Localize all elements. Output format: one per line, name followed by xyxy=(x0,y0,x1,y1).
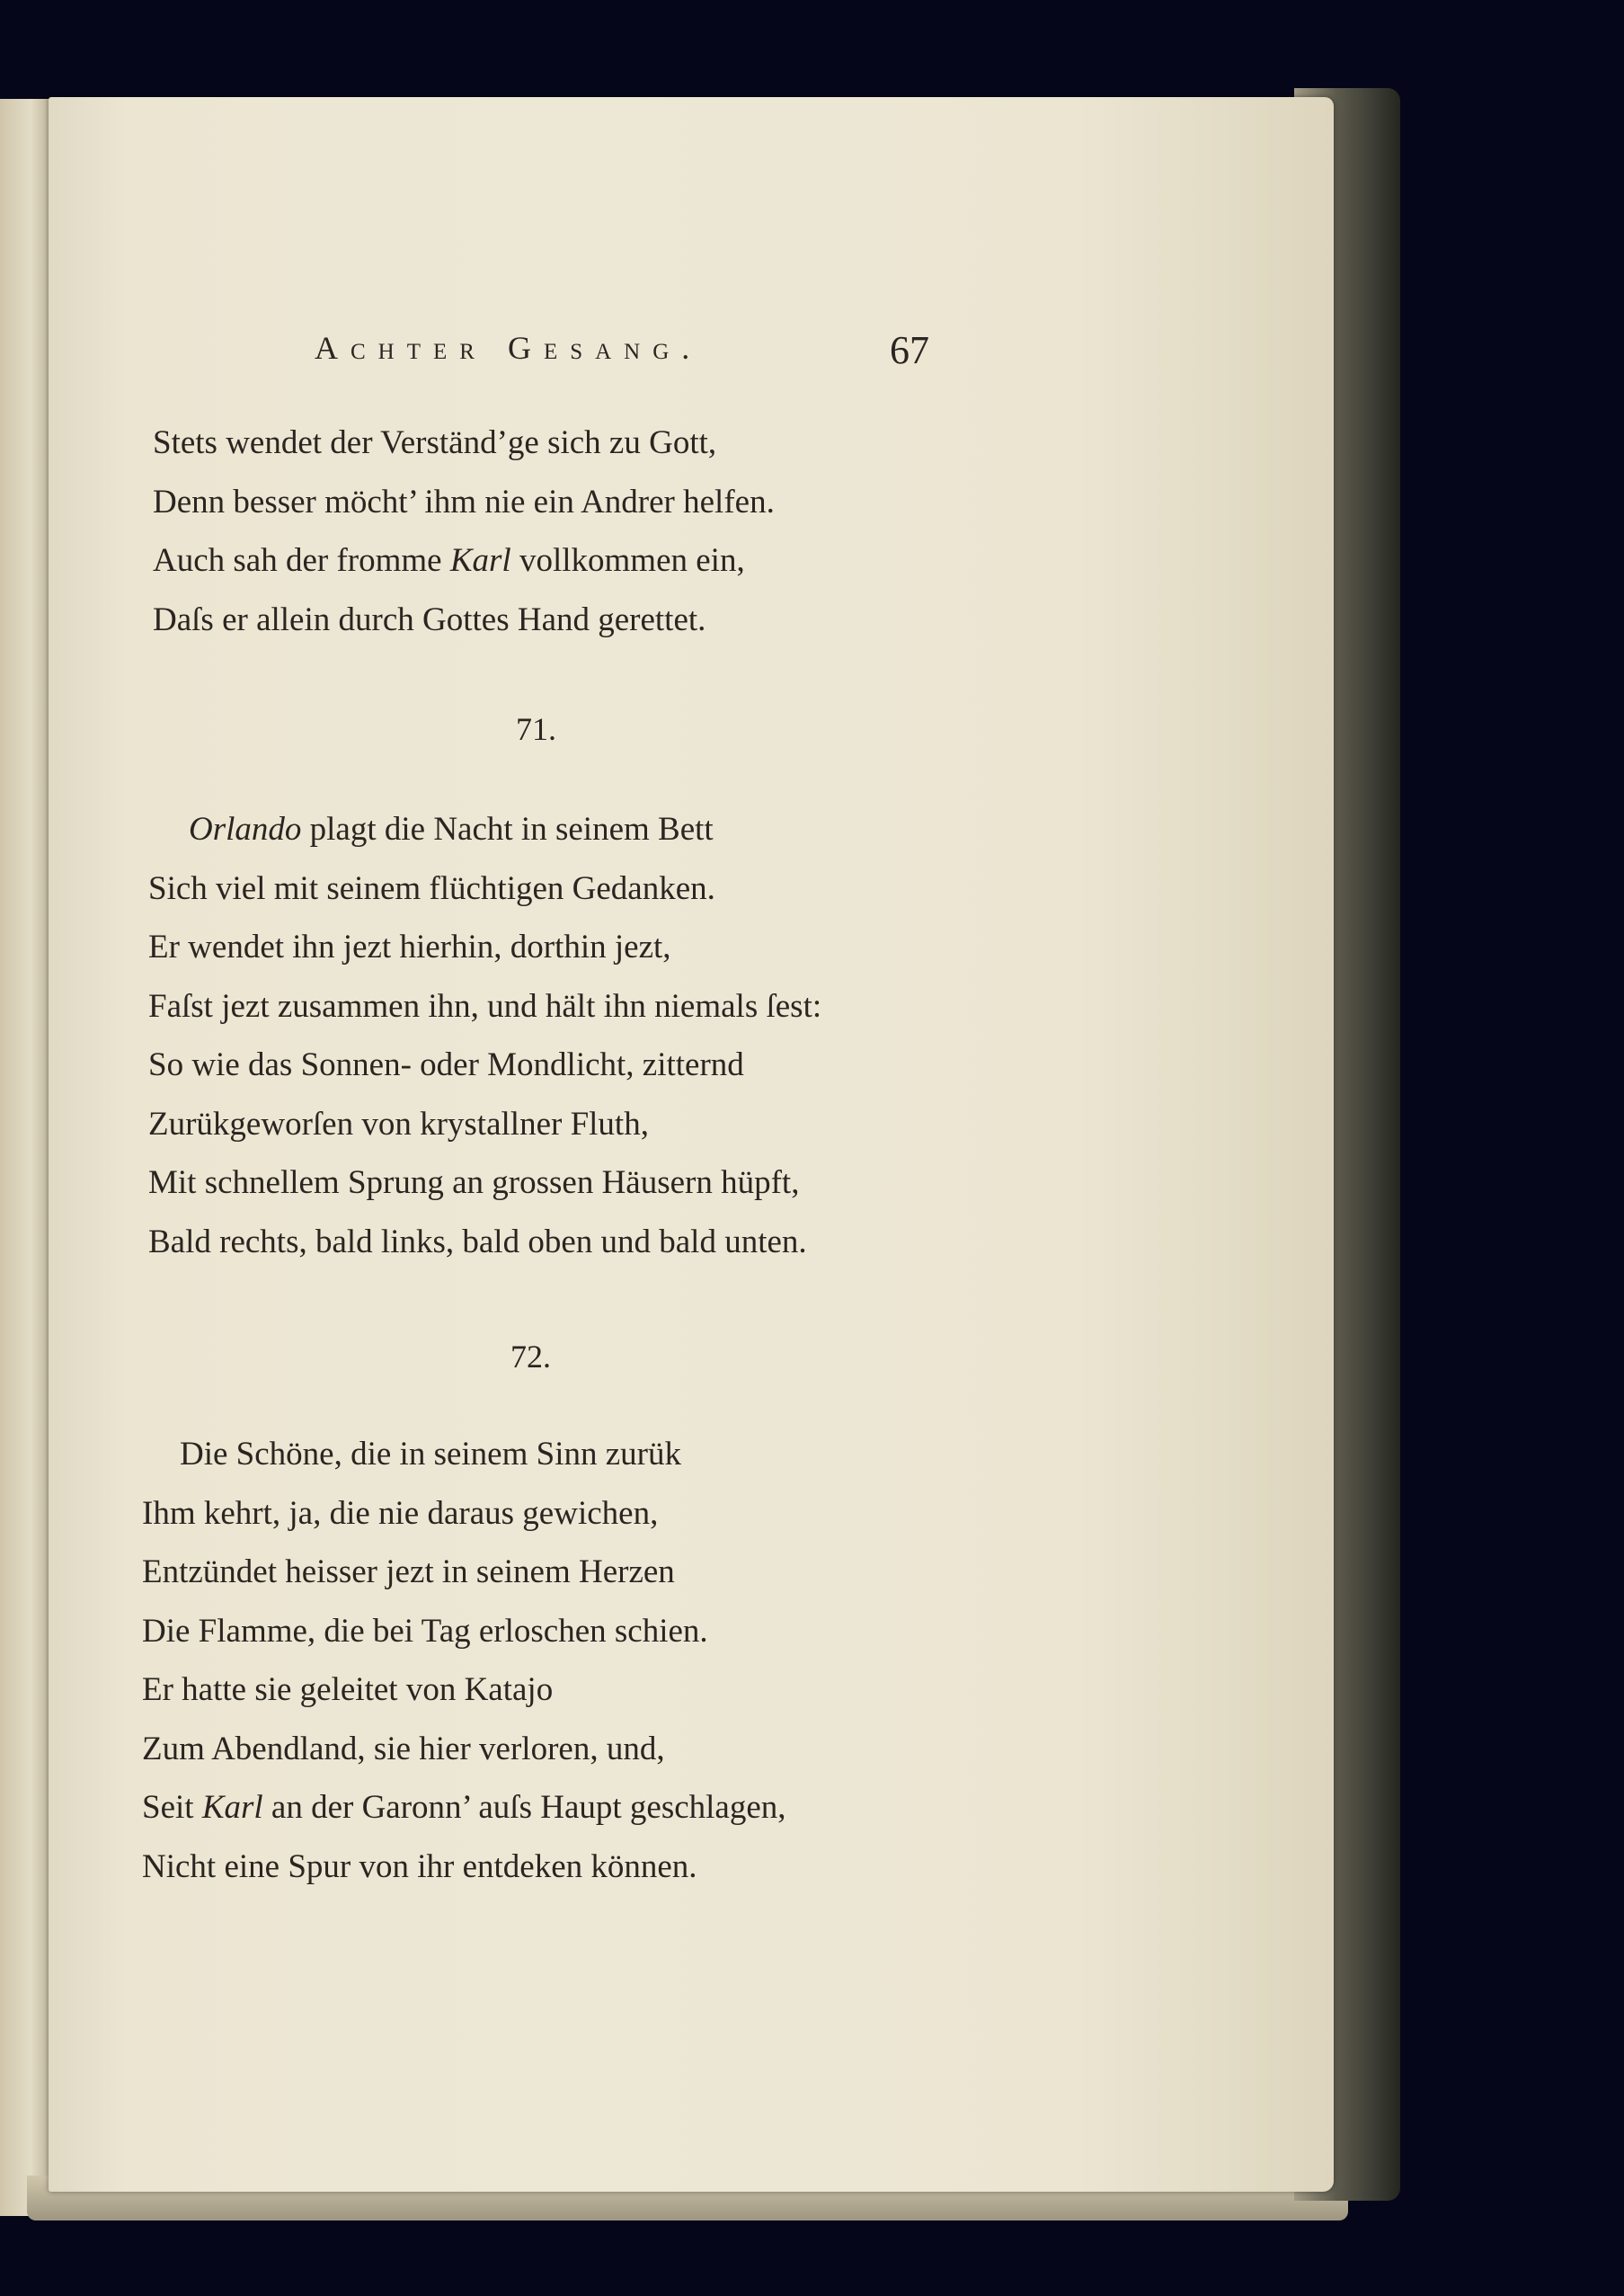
verse-line: Er wendet ihn jezt hierhin, dorthin jezt, xyxy=(148,929,671,966)
verse-line: Stets wendet der Verständ’ge sich zu Gott, xyxy=(153,424,717,461)
stanza-71 xyxy=(148,800,821,1271)
verse-line: Daſs er allein durch Gottes Hand gerettet. xyxy=(153,601,706,638)
facing-page-edge xyxy=(0,99,54,2216)
page-number: 67 xyxy=(890,328,929,372)
stanza-number-72: 72. xyxy=(510,1339,551,1375)
verse-line: So wie das Sonnen- oder Mondlicht, zitternd xyxy=(148,1046,744,1083)
name-karl: Karl xyxy=(201,1789,263,1826)
running-head-title: Achter Gesang. xyxy=(315,330,703,366)
stanza-continued xyxy=(153,414,775,649)
verse-line: Bald rechts, bald links, bald oben und bald unten. xyxy=(148,1223,807,1260)
verse-line: Ihm kehrt, ja, die nie daraus gewichen, xyxy=(142,1494,659,1532)
name-orlando: Orlando xyxy=(189,811,302,848)
running-head xyxy=(315,329,944,383)
verse-line: Faſst jezt zusammen ihn, und hält ihn niemals ſest: xyxy=(148,987,822,1025)
verse-line: Denn besser möcht’ ihm nie ein Andrer helfen. xyxy=(153,483,775,521)
verse-line: Seit Karl an der Garonn’ auſs Haupt geschlagen, xyxy=(142,1789,786,1826)
stanza-72 xyxy=(142,1425,786,1896)
verse-line: Mit schnellem Sprung an grossen Häusern hüpft, xyxy=(148,1164,800,1201)
verse-line: Zurükgeworſen von krystallner Fluth, xyxy=(148,1105,649,1143)
verse-line: Die Schöne, die in seinem Sinn zurük xyxy=(180,1436,681,1473)
verse-line: Orlando plagt die Nacht in seinem Bett xyxy=(189,811,714,848)
verse-line: Nicht eine Spur von ihr entdeken können. xyxy=(142,1847,697,1885)
verse-line: Zum Abendland, sie hier verloren, und, xyxy=(142,1730,665,1767)
verse-line: Entzündet heisser jezt in seinem Herzen xyxy=(142,1553,675,1590)
verse-line: Sich viel mit seinem flüchtigen Gedanken. xyxy=(148,869,715,907)
stanza-number-71: 71. xyxy=(516,711,556,747)
verse-line: Die Flamme, die bei Tag erloschen schien. xyxy=(142,1612,708,1650)
name-karl: Karl xyxy=(449,542,511,579)
verse-line: Auch sah der fromme Karl vollkommen ein, xyxy=(153,542,745,579)
verse-line: Er hatte sie geleitet von Katajo xyxy=(142,1671,554,1708)
